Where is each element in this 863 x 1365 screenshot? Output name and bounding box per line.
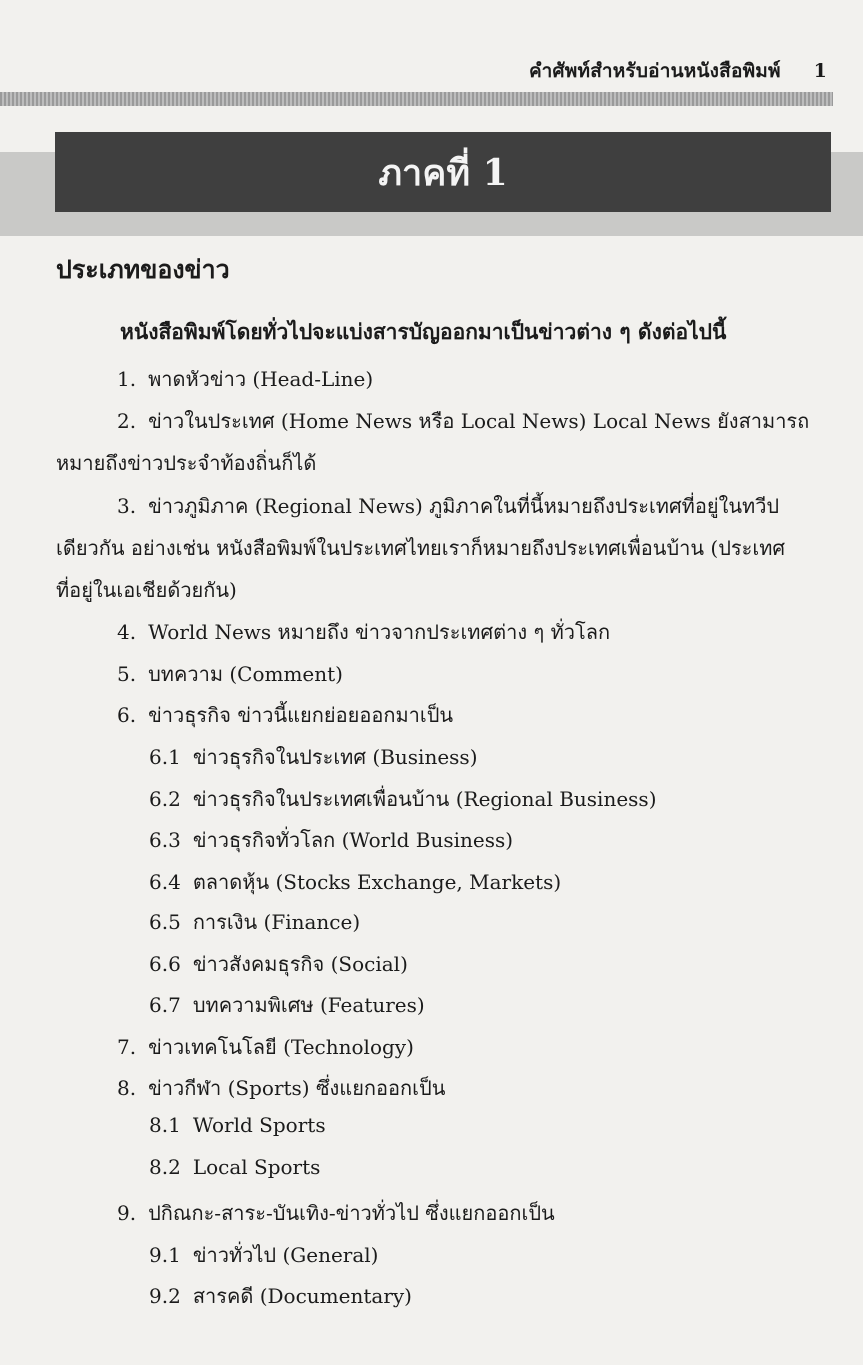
list-item-text: ข่าวธุรกิจในประเทศ (Business) [192,745,478,769]
sub-list-item [149,824,513,856]
sub-list-item [149,989,425,1021]
list-item-number: 8. [117,1076,137,1100]
list-item-text: การเงิน (Finance) [192,910,361,934]
section-title: ประเภทของข่าว [56,255,230,284]
list-item-text: ตลาดหุ้น (Stocks Exchange, Markets) [192,870,562,894]
list-item-text: World Sports [192,1113,326,1137]
list-item-number: 3. [117,494,137,518]
list-item-text: ข่าวทั่วไป (General) [192,1243,379,1267]
list-item-text: ข่าวสังคมธุรกิจ (Social) [192,952,408,976]
list-item-text: ข่าวกีฬา (Sports) ซึ่งแยกออกเป็น [148,1076,446,1100]
part-title: ภาคที่ 1 [378,151,508,194]
sub-list-item [149,783,657,815]
list-item-number: 9.2 [149,1284,181,1308]
list-item-number: 6.3 [149,828,181,852]
list-item-text: บทความพิเศษ (Features) [192,993,425,1017]
running-header [529,56,827,86]
sub-list-item [149,1239,379,1271]
page-number: 1 [813,60,827,82]
list-item [117,616,610,648]
part-banner [55,132,831,212]
list-item-text: Local Sports [192,1155,321,1179]
list-item-continuation: หมายถึงข่าวประจำท้องถิ่นก็ได้ [56,451,317,475]
list-item [117,658,343,690]
list-item-number: 6.1 [149,745,181,769]
list-item-number: 1. [117,367,137,391]
list-item-text: ข่าวธุรกิจทั่วโลก (World Business) [192,828,514,852]
sub-list-item [149,741,478,773]
list-item [117,699,453,731]
list-item-text: ข่าวภูมิภาค (Regional News) ภูมิภาคในที่นี้หมายถึงประเทศที่อยู่ในทวีป [148,494,780,518]
list-item-text: ข่าวธุรกิจในประเทศเพื่อนบ้าน (Regional Business) [192,787,657,811]
sub-list-item [149,1280,412,1312]
list-item [117,1197,555,1229]
list-item-text: ข่าวธุรกิจ ข่าวนี้แยกย่อยออกมาเป็น [148,703,454,727]
list-item-text: World News หมายถึง ข่าวจากประเทศต่าง ๆ ทั่วโลก [148,620,611,644]
list-item-text: บทความ (Comment) [148,662,343,686]
list-item-number: 5. [117,662,137,686]
list-item [117,490,779,522]
list-item-number: 6.4 [149,870,181,894]
sub-list-item [149,906,360,938]
list-item-continuation: เดียวกัน อย่างเช่น หนังสือพิมพ์ในประเทศไทยเราก็หมายถึงประเทศเพื่อนบ้าน (ประเทศ [56,536,786,560]
list-item-number: 9. [117,1201,137,1225]
list-item [117,363,373,395]
list-item-number: 6.6 [149,952,181,976]
list-item-number: 9.1 [149,1243,181,1267]
list-item-text: พาดหัวข่าว (Head-Line) [148,367,374,391]
sub-list-item [149,948,408,980]
list-item-number: 8.2 [149,1155,181,1179]
list-item-number: 6. [117,703,137,727]
list-item [117,1031,414,1063]
list-item-number: 4. [117,620,137,644]
running-title: คำศัพท์สำหรับอ่านหนังสือพิมพ์ [528,60,781,82]
list-item-number: 6.5 [149,910,181,934]
list-item [117,405,809,437]
header-rule [0,92,833,106]
list-item-number: 2. [117,409,137,433]
list-item-number: 6.2 [149,787,181,811]
list-item-number: 6.7 [149,993,181,1017]
list-item-text: ข่าวเทคโนโลยี (Technology) [148,1035,414,1059]
list-item-text: สารคดี (Documentary) [192,1284,412,1308]
list-item-text: ปกิณกะ-สาระ-บันเทิง-ข่าวทั่วไป ซึ่งแยกออกเป็น [148,1201,555,1225]
list-item-continuation: ที่อยู่ในเอเชียด้วยกัน) [56,578,237,602]
list-item-text: ข่าวในประเทศ (Home News หรือ Local News) Local News ยังสามารถ [148,409,810,433]
sub-list-item [149,866,561,898]
list-item-number: 7. [117,1035,137,1059]
intro-paragraph: หนังสือพิมพ์โดยทั่วไปจะแบ่งสารบัญออกมาเป็นข่าวต่าง ๆ ดังต่อไปนี้ [120,319,727,344]
sub-list-item [149,1113,326,1137]
sub-list-item [149,1155,320,1179]
list-item [117,1072,445,1104]
list-item-number: 8.1 [149,1113,181,1137]
